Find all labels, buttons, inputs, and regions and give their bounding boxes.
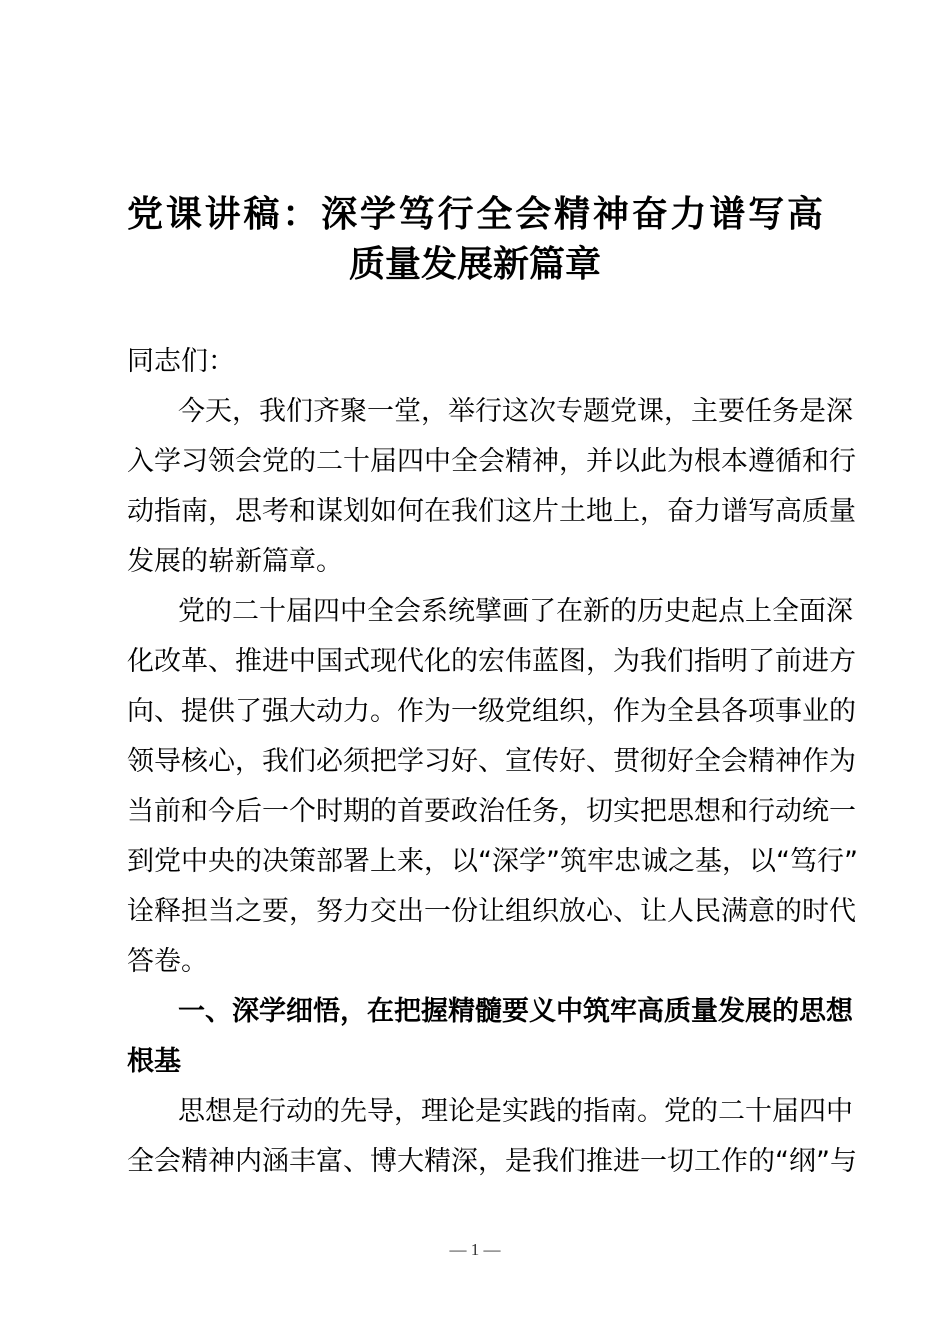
salutation: 同志们：: [127, 346, 235, 377]
page-number: — 1 —: [449, 1240, 501, 1259]
paragraph-line: 党的二十届四中全会系统擘画了在新的历史起点上全面深: [178, 596, 853, 627]
section-heading-line: 一、深学细悟，在把握精髓要义中筑牢高质量发展的思想: [178, 996, 853, 1027]
paragraph-line: 向、提供了强大动力。作为一级党组织，作为全县各项事业的: [127, 696, 856, 727]
paragraph-line: 当前和今后一个时期的首要政治任务，切实把思想和行动统一: [127, 796, 856, 827]
paragraph-line: 动指南，思考和谋划如何在我们这片土地上，奋力谱写高质量: [127, 496, 856, 527]
paragraph-line: 答卷。: [127, 946, 208, 977]
paragraph-line: 入学习领会党的二十届四中全会精神，并以此为根本遵循和行: [127, 446, 856, 477]
paragraph-line: 思想是行动的先导，理论是实践的指南。党的二十届四中: [178, 1096, 853, 1127]
section-heading-line: 根基: [127, 1046, 181, 1077]
paragraph-line: 发展的崭新篇章。: [127, 546, 343, 577]
document-body: [127, 337, 858, 1187]
paragraph-line: 领导核心，我们必须把学习好、宣传好、贯彻好全会精神作为: [127, 746, 856, 777]
paragraph-line: 全会精神内涵丰富、博大精深，是我们推进一切工作的“纲”与: [127, 1146, 857, 1177]
document-title-line-2: 质量发展新篇章: [348, 244, 601, 285]
paragraph-line: 到党中央的决策部署上来，以“深学”筑牢忠诚之基，以“笃行”: [127, 846, 858, 877]
paragraph-line: 诠释担当之要，努力交出一份让组织放心、让人民满意的时代: [127, 896, 856, 927]
paragraph-line: 化改革、推进中国式现代化的宏伟蓝图，为我们指明了前进方: [127, 646, 856, 677]
paragraph-line: 今天，我们齐聚一堂，举行这次专题党课，主要任务是深: [178, 396, 853, 427]
document-title-line-1: 党课讲稿：深学笃行全会精神奋力谱写高: [127, 194, 823, 235]
